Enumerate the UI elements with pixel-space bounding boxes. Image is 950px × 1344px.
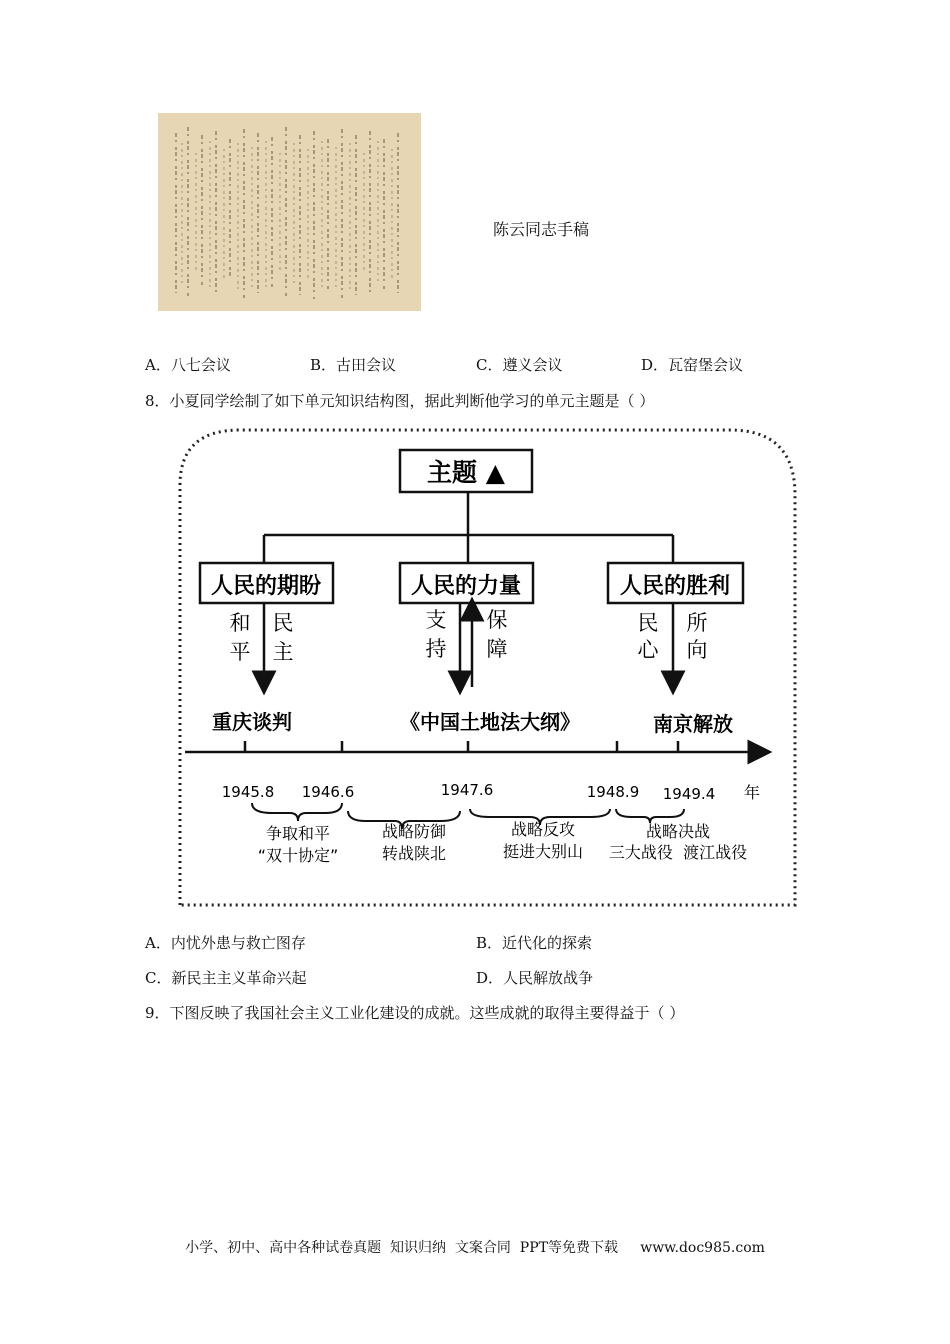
year-unit: 年 — [743, 783, 761, 802]
option-text: 人民解放战争 — [503, 969, 594, 987]
phase-4-line1: 战略决战 — [645, 822, 711, 841]
box-people-power-label: 人民的力量 — [410, 574, 522, 599]
label-zhu: 主 — [272, 640, 294, 664]
date-1946-6: 1946.6 — [301, 783, 355, 801]
phase-4-line2: 三大战役 渡江战役 — [608, 843, 748, 862]
box-people-hope-label: 人民的期盼 — [210, 574, 322, 599]
option-text: 近代化的探索 — [502, 934, 593, 952]
option-text: 内忧外患与救亡图存 — [170, 934, 306, 952]
label-ping: 平 — [229, 640, 251, 664]
question-8-text: 8．小夏同学绘制了如下单元知识结构图，据此判断他学习的单元主题是（ ） — [145, 392, 655, 410]
option-d[interactable] — [641, 354, 743, 375]
option-c[interactable] — [476, 354, 563, 375]
option-text: 遵义会议 — [502, 356, 563, 374]
knowledge-structure-diagram — [170, 425, 800, 910]
label-chi: 持 — [425, 637, 447, 661]
option-text: 八七会议 — [170, 356, 231, 374]
event-nanjing: 南京解放 — [653, 712, 733, 736]
option-letter: C． — [476, 356, 503, 374]
phase-3-line2: 挺进大别山 — [502, 842, 584, 861]
label-min: 民 — [272, 611, 294, 635]
label-he: 和 — [229, 611, 251, 635]
question-9-text: 9．下图反映了我国社会主义工业化建设的成就。这些成就的取得主要得益于（ ） — [145, 1004, 685, 1022]
label-min2: 民 — [637, 611, 659, 635]
phase-3-line1: 战略反攻 — [510, 820, 576, 839]
option-b[interactable] — [310, 354, 396, 375]
option-letter: A． — [145, 934, 171, 952]
label-zhi: 支 — [425, 608, 447, 632]
option-letter: B． — [310, 356, 337, 374]
event-land-law: 《中国土地法大纲》 — [400, 710, 580, 734]
label-zhang: 障 — [486, 637, 508, 661]
manuscript-image — [158, 113, 421, 311]
footer-text: 小学、初中、高中各种试卷真题 知识归纳 文案合同 PPT等免费下载 www.doc985.com — [185, 1240, 765, 1256]
date-1949-4: 1949.4 — [662, 785, 716, 803]
option-letter: D． — [476, 969, 504, 987]
date-1947-6: 1947.6 — [440, 781, 494, 799]
label-bao: 保 — [486, 608, 508, 632]
label-xiang: 向 — [686, 638, 708, 662]
phase-1-line2: “双十协定” — [257, 846, 339, 865]
event-chongqing: 重庆谈判 — [212, 710, 292, 734]
option-text: 古田会议 — [336, 356, 397, 374]
option-letter: A． — [145, 356, 171, 374]
manuscript-caption: 陈云同志手稿 — [493, 220, 590, 239]
date-1945-8: 1945.8 — [221, 783, 275, 801]
option-letter: C． — [145, 969, 172, 987]
phase-2-line1: 战略防御 — [381, 822, 447, 841]
option-text: 新民主主义革命兴起 — [171, 969, 307, 987]
label-suo: 所 — [686, 611, 708, 635]
option-letter: B． — [476, 934, 503, 952]
option-letter: D． — [641, 356, 669, 374]
phase-1-line1: 争取和平 — [265, 824, 331, 843]
phase-2-line2: 转战陕北 — [381, 844, 447, 863]
q8-option-b[interactable] — [476, 932, 592, 953]
option-a[interactable] — [145, 354, 231, 375]
label-xin: 心 — [637, 638, 659, 662]
box-people-victory-label: 人民的胜利 — [619, 574, 731, 599]
q8-option-a[interactable] — [145, 932, 306, 953]
q8-option-c[interactable] — [145, 967, 307, 988]
date-1948-9: 1948.9 — [586, 783, 640, 801]
theme-label: 主题 ▲ — [427, 458, 505, 487]
option-text: 瓦窑堡会议 — [668, 356, 744, 374]
q8-option-d[interactable] — [476, 967, 593, 988]
